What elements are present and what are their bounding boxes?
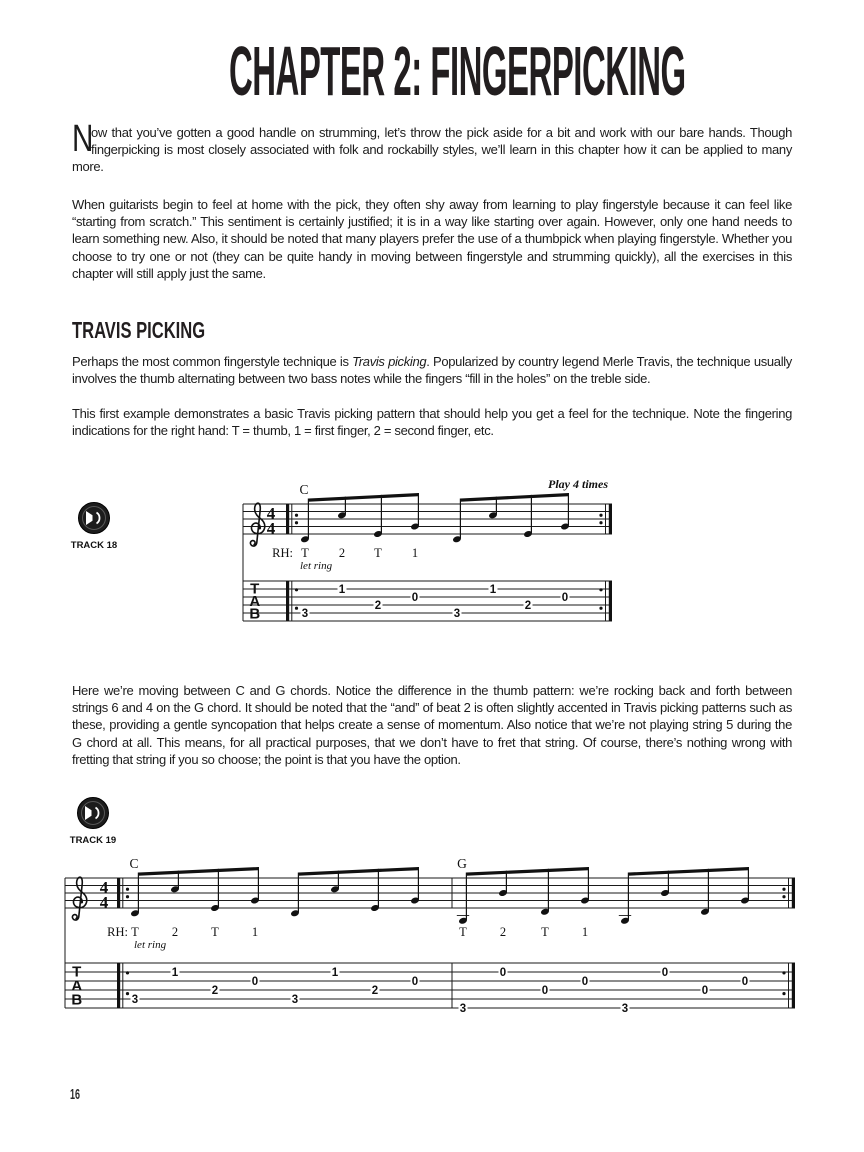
time-sig-bottom: 4	[99, 893, 109, 912]
tab-number: 0	[411, 592, 419, 604]
repeat-thick-bar	[609, 581, 612, 621]
measure	[457, 856, 750, 1015]
let-ring-label: let ring	[134, 939, 167, 951]
repeat-thick-bar	[792, 878, 795, 908]
rh-fingering: 1	[251, 925, 259, 939]
track-label: TRACK 19	[69, 835, 117, 846]
section-paragraph-2: This first example demonstrates a basic Travis picking pattern that should help you get a feel for the technique. Note the fingering indications for the right hand: T = thumb, 1 = first finger, 2 = second finger, etc.	[72, 406, 792, 439]
rh-fingering: 2	[338, 546, 346, 560]
rh-fingering: T	[541, 925, 549, 939]
repeat-thick-bar	[609, 504, 612, 534]
chord-label: C	[299, 482, 309, 497]
tab-clef-letter: B	[71, 991, 82, 1009]
audio-track-icon	[71, 503, 117, 552]
section-heading: TRAVIS PICKING	[72, 317, 206, 343]
tab-number: 3	[459, 1003, 467, 1015]
rh-fingering: 2	[171, 925, 179, 939]
time-sig-top: 4	[99, 878, 109, 897]
tab-number: 0	[251, 976, 259, 988]
beam	[628, 867, 748, 876]
tab-number: 0	[541, 985, 549, 997]
drop-cap: N	[72, 118, 94, 160]
audio-track-icon	[70, 798, 116, 847]
repeat-thick-bar	[117, 878, 120, 908]
tab-clef-letter: A	[71, 977, 82, 995]
section-paragraph-3: Here we’re moving between C and G chords. Notice the difference in the thumb pattern: we’re rocking back and forth between strings 6 and 4 on the G chord. It should be noted that the “and” of beat 2 is often slightly accented in Travis picking patterns such as these, providing a gentle syncopation that helps create a sense of momentum. Also notice that we’re not playing string 5 during the G chord at all. This means, for all practical purposes, that we don’t have to fret that string. Of course, there’s nothing wrong with fretting that string if you so choose; the point is that you have the option.	[72, 683, 792, 767]
tab-number: 1	[489, 584, 497, 596]
rh-fingering: T	[131, 925, 139, 939]
chord-label: C	[129, 856, 139, 871]
beam	[298, 867, 418, 876]
page-number: 16	[70, 1086, 81, 1103]
rh-fingering: 2	[499, 925, 507, 939]
time-sig-top: 4	[266, 504, 276, 523]
tab-clef	[249, 581, 260, 623]
notation-example-2	[0, 785, 864, 1025]
intro-paragraph-1-text: ow that you’ve gotten a good handle on strumming, let’s throw the pick aside for a bit and work with our bare hands. Though fingerpicking is most closely associated with folk and rockabilly styles, we’ll learn in this chapter how it can be applied to many more.	[72, 125, 792, 175]
treble-clef-icon	[72, 877, 86, 920]
tab-number: 3	[291, 994, 299, 1006]
tab-number: 3	[453, 608, 461, 620]
tab-number: 2	[371, 985, 379, 997]
tab-number: 0	[741, 976, 749, 988]
beam	[466, 867, 588, 876]
tab-number: 3	[301, 608, 309, 620]
tab-number: 0	[411, 976, 419, 988]
intro-paragraph-1	[72, 118, 792, 176]
chord-label: G	[457, 856, 467, 871]
rh-fingering: 1	[581, 925, 589, 939]
intro-paragraph-2: When guitarists begin to feel at home with the pick, they often shy away from learning to play fingerstyle because it can feel like “starting from scratch.” This sentiment is certainly justified; it is in a way like starting over again. However, only one hand needs to learn something new. Also, it should be noted that many players prefer the use of a thumbpick when playing fingerstyle. Whether you choose to try one or not (they can be quite handy in moving between fingerstyle and strumming quickly), all the exercises in this chapter will still apply just the same.	[72, 197, 792, 281]
repeat-thick-bar	[117, 963, 120, 1008]
notation-example-1	[0, 455, 864, 645]
rh-fingering: T	[459, 925, 467, 939]
speaker-icon	[79, 503, 110, 534]
tab-clef-letter: T	[72, 963, 81, 981]
tab-number: 1	[331, 967, 339, 979]
section-paragraph-1	[72, 353, 792, 387]
speaker-icon	[78, 798, 109, 829]
rh-label: RH:	[272, 546, 293, 560]
repeat-thick-bar	[792, 963, 795, 1008]
chapter-title: CHAPTER 2: FINGERPICKING	[228, 32, 686, 110]
staff-lines	[65, 878, 795, 1008]
let-ring-label: let ring	[300, 560, 333, 572]
tab-number: 0	[561, 592, 569, 604]
time-signature	[267, 504, 276, 538]
beam	[460, 493, 568, 502]
treble-clef-icon	[250, 503, 264, 546]
repeat-thick-bar	[286, 581, 289, 621]
tab-number: 0	[581, 976, 589, 988]
tab-clef-letter: A	[249, 593, 260, 610]
staff-lines	[243, 504, 612, 621]
tab-number: 2	[524, 600, 532, 612]
p3-before: Perhaps the most common fingerstyle technique is	[72, 354, 353, 369]
rh-fingering: T	[211, 925, 219, 939]
rh-fingering: T	[374, 546, 382, 560]
rh-label: RH:	[107, 925, 128, 939]
tab-number: 3	[131, 994, 139, 1006]
tab-number: 2	[211, 985, 219, 997]
track-label: TRACK 18	[70, 540, 118, 551]
tab-number: 1	[338, 584, 346, 596]
rh-fingering: T	[301, 546, 309, 560]
p3-after: . Popularized by country legend Merle Travis, the technique usually involves the thumb alternating between two bass notes while the fingers “fill in the holes” on the treble side.	[72, 354, 792, 387]
tab-number: 0	[701, 985, 709, 997]
tab-number: 1	[171, 967, 179, 979]
tab-clef	[71, 964, 82, 1009]
tab-number: 3	[621, 1003, 629, 1015]
rh-fingering: 1	[411, 546, 419, 560]
measure	[129, 856, 419, 1006]
beam	[308, 493, 418, 502]
beam	[138, 867, 258, 876]
tab-number: 0	[661, 967, 669, 979]
tab-number: 2	[374, 600, 382, 612]
tab-clef-letter: B	[249, 605, 260, 623]
measure	[299, 482, 569, 620]
time-sig-bottom: 4	[266, 519, 276, 538]
repeat-thick-bar	[286, 504, 289, 534]
p3-italic-term: Travis picking	[352, 354, 427, 369]
play-instruction: Play 4 times	[548, 477, 608, 491]
tab-clef-letter: T	[250, 580, 259, 598]
tab-number: 0	[499, 967, 507, 979]
time-signature	[100, 878, 109, 912]
